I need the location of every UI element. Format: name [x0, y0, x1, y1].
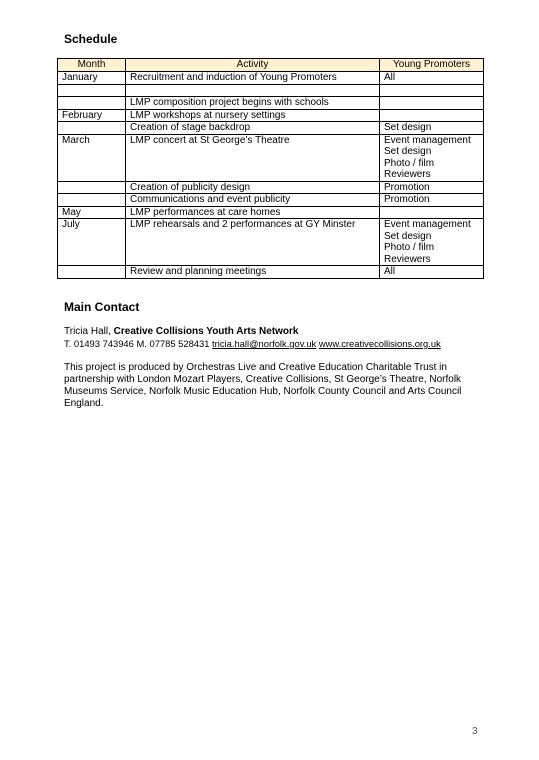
promoter-role: All — [384, 72, 396, 83]
cell-month — [58, 97, 126, 110]
promoter-role: All — [384, 266, 396, 277]
page-number: 3 — [472, 726, 478, 737]
contact-website-link[interactable]: www.creativecollisions.org.uk — [318, 338, 441, 349]
cell-activity: Recruitment and induction of Young Promoters — [126, 72, 380, 85]
main-contact-heading: Main Contact — [64, 300, 140, 314]
promoter-role: Set design — [384, 230, 432, 242]
cell-young-promoters — [380, 194, 484, 207]
cell-month: July — [58, 219, 126, 266]
cell-young-promoters — [380, 266, 484, 279]
cell-month: March — [58, 134, 126, 181]
column-header-month: Month — [58, 59, 126, 72]
promoter-role: Promotion — [384, 181, 430, 193]
cell-young-promoters — [380, 84, 484, 97]
cell-young-promoters — [380, 134, 484, 181]
promoter-role: Reviewers — [384, 253, 431, 265]
cell-activity: LMP composition project begins with schools — [126, 97, 380, 110]
promoter-role: Photo / film — [384, 242, 435, 253]
contact-email-link[interactable]: tricia.hall@norfolk.gov.uk — [212, 338, 317, 349]
promoter-role: Promotion — [384, 194, 430, 205]
cell-activity: Communications and event publicity — [126, 194, 380, 207]
cell-month — [58, 194, 126, 207]
table-row — [58, 72, 484, 85]
contact-phone-numbers: T. 01493 743946 M. 07785 528431 — [64, 338, 210, 349]
cell-month: May — [58, 206, 126, 219]
cell-activity: LMP concert at St George’s Theatre — [126, 134, 380, 181]
cell-activity: Creation of stage backdrop — [126, 122, 380, 135]
cell-young-promoters — [380, 72, 484, 85]
schedule-heading: Schedule — [64, 32, 118, 46]
table-row — [58, 219, 484, 266]
cell-young-promoters — [380, 109, 484, 122]
table-row — [58, 134, 484, 181]
cell-activity — [126, 84, 380, 97]
cell-young-promoters — [380, 206, 484, 219]
table-row — [58, 122, 484, 135]
promoter-role: Set design — [384, 122, 432, 133]
promoter-role: Event management — [384, 219, 471, 230]
contact-organisation: Creative Collisions Youth Arts Network — [113, 326, 299, 337]
table-row — [58, 97, 484, 110]
schedule-table-body — [58, 72, 484, 279]
cell-activity: LMP rehearsals and 2 performances at GY Minster — [126, 219, 380, 266]
table-row — [58, 181, 484, 194]
table-row — [58, 194, 484, 207]
table-header-row — [58, 59, 484, 72]
cell-month — [58, 181, 126, 194]
promoter-role: Photo / film — [384, 157, 435, 169]
table-row — [58, 84, 484, 97]
cell-month — [58, 84, 126, 97]
cell-month — [58, 122, 126, 135]
promoter-role: Reviewers — [384, 169, 431, 180]
table-row — [58, 109, 484, 122]
cell-month: February — [58, 109, 126, 122]
table-row — [58, 206, 484, 219]
cell-month: January — [58, 72, 126, 85]
project-credits-paragraph: This project is produced by Orchestras Live and Creative Education Charitable Trust in partnership with London Mozart Players, Creative Collisions, St George’s Theatre, Norfolk Museums Service, Norfolk Music Education Hub, Norfolk County Council and Arts Council England. — [64, 362, 462, 409]
cell-young-promoters — [380, 219, 484, 266]
cell-young-promoters — [380, 97, 484, 110]
table-row — [58, 266, 484, 279]
column-header-activity: Activity — [126, 59, 380, 72]
contact-details-line — [64, 338, 494, 350]
schedule-table — [57, 58, 484, 279]
column-header-young-promoters: Young Promoters — [380, 59, 484, 72]
cell-young-promoters — [380, 122, 484, 135]
cell-activity: LMP performances at care homes — [126, 206, 380, 219]
cell-young-promoters — [380, 181, 484, 194]
cell-activity: Creation of publicity design — [126, 181, 380, 194]
cell-activity: Review and planning meetings — [126, 266, 380, 279]
contact-name-line — [64, 326, 494, 338]
contact-person: Tricia Hall, — [64, 326, 111, 337]
contact-block — [64, 326, 494, 350]
promoter-role: Set design — [384, 146, 432, 157]
promoter-role: Event management — [384, 134, 471, 146]
cell-month — [58, 266, 126, 279]
cell-activity: LMP workshops at nursery settings — [126, 109, 380, 122]
